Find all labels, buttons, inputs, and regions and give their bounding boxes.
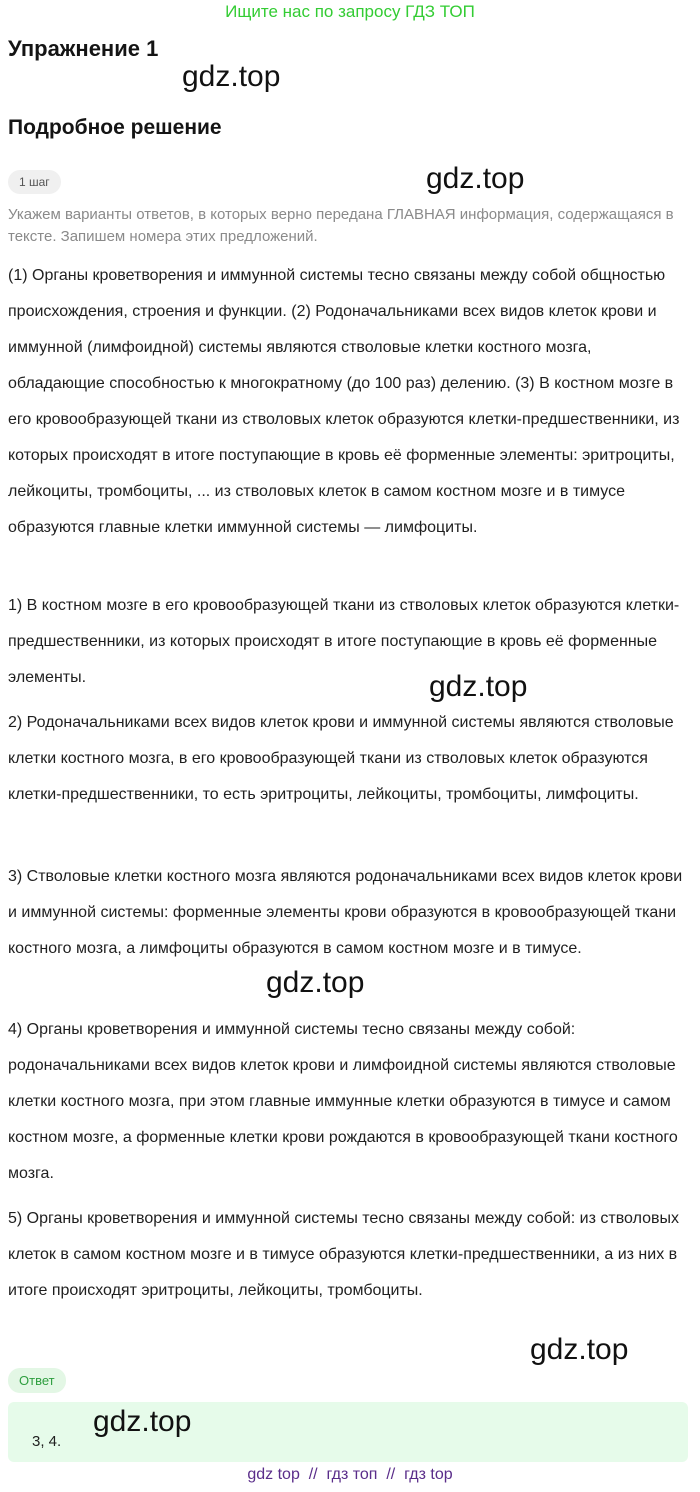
footer-separator: // — [377, 1466, 405, 1483]
step-description: Укажем варианты ответов, в которых верно передана ГЛАВНАЯ информация, содержащаяся в тексте. Запишем номера этих предложений. — [8, 206, 674, 245]
page-title: Упражнение 1 — [8, 36, 159, 61]
top-banner: Ищите нас по запросу ГДЗ ТОП — [225, 2, 475, 21]
footer-links — [0, 1466, 700, 1484]
footer-link-gdz-top-ru[interactable]: гдз топ — [326, 1466, 378, 1483]
watermark: gdz.top — [429, 670, 528, 703]
section-title: Подробное решение — [8, 116, 222, 139]
option-5: 5) Органы кроветворения и иммунной системы тесно связаны между собой: из стволовых клеток в самом костном мозге и в тимусе образуются клетки-предшественники, а из них в итоге происходят эритроциты, лейкоциты, тромбоциты. — [8, 1210, 679, 1299]
watermark: gdz.top — [426, 162, 525, 195]
option-3: 3) Стволовые клетки костного мозга являются родоначальниками всех видов клеток крови и иммунной системы: форменные элементы крови образуются в кровообразующей ткани костного мозга, а лимфоциты образуются в самом костном мозге и в тимусе. — [8, 868, 683, 957]
footer-link-gdz-top[interactable]: gdz top — [247, 1466, 300, 1483]
watermark: gdz.top — [266, 966, 365, 999]
option-1: 1) В костном мозге в его кровообразующей ткани из стволовых клеток образуются клетки-предшественники, из которых происходят в итоге поступающие в кровь её форменные элементы. — [8, 597, 680, 686]
option-2: 2) Родоначальниками всех видов клеток крови и иммунной системы являются стволовые клетки костного мозга, в его кровообразующей ткани из стволовых клеток образуются клетки-предшественники, то есть эритроциты, лейкоциты, тромбоциты, лимфоциты. — [8, 714, 674, 803]
watermark: gdz.top — [182, 60, 281, 93]
footer-separator: // — [299, 1466, 327, 1483]
answer-value: 3, 4. — [32, 1433, 62, 1450]
watermark: gdz.top — [530, 1333, 629, 1366]
answer-badge: Ответ — [8, 1368, 66, 1393]
source-text: (1) Органы кроветворения и иммунной системы тесно связаны между собой общностью происхождения, строения и функции. (2) Родоначальниками всех видов клеток крови и иммунной (лимфоидной) системы являются стволовые клетки костного мозга, обладающие способностью к многократному (до 100 раз) делению. (3) В костном мозге в его кровообразующей ткани из стволовых клеток образуются клетки-предшественники, из которых происходят в итоге поступающие в кровь её форменные элементы: эритроциты, лейкоциты, тромбоциты, ... из стволовых клеток в самом костном мозге и в тимусе образуются главные клетки иммунной системы — лимфоциты. — [8, 267, 680, 536]
watermark: gdz.top — [93, 1405, 192, 1438]
footer-link-gdz-top-mixed[interactable]: гдз top — [404, 1466, 453, 1483]
option-4: 4) Органы кроветворения и иммунной системы тесно связаны между собой: родоначальниками всех видов клеток крови и лимфоидной системы являются стволовые клетки костного мозга, при этом главные иммунные клетки образуются в тимусе и самом костном мозге, а форменные клетки крови рождаются в кровообразующей ткани костного мозга. — [8, 1021, 678, 1182]
step-badge: 1 шаг — [8, 170, 61, 194]
